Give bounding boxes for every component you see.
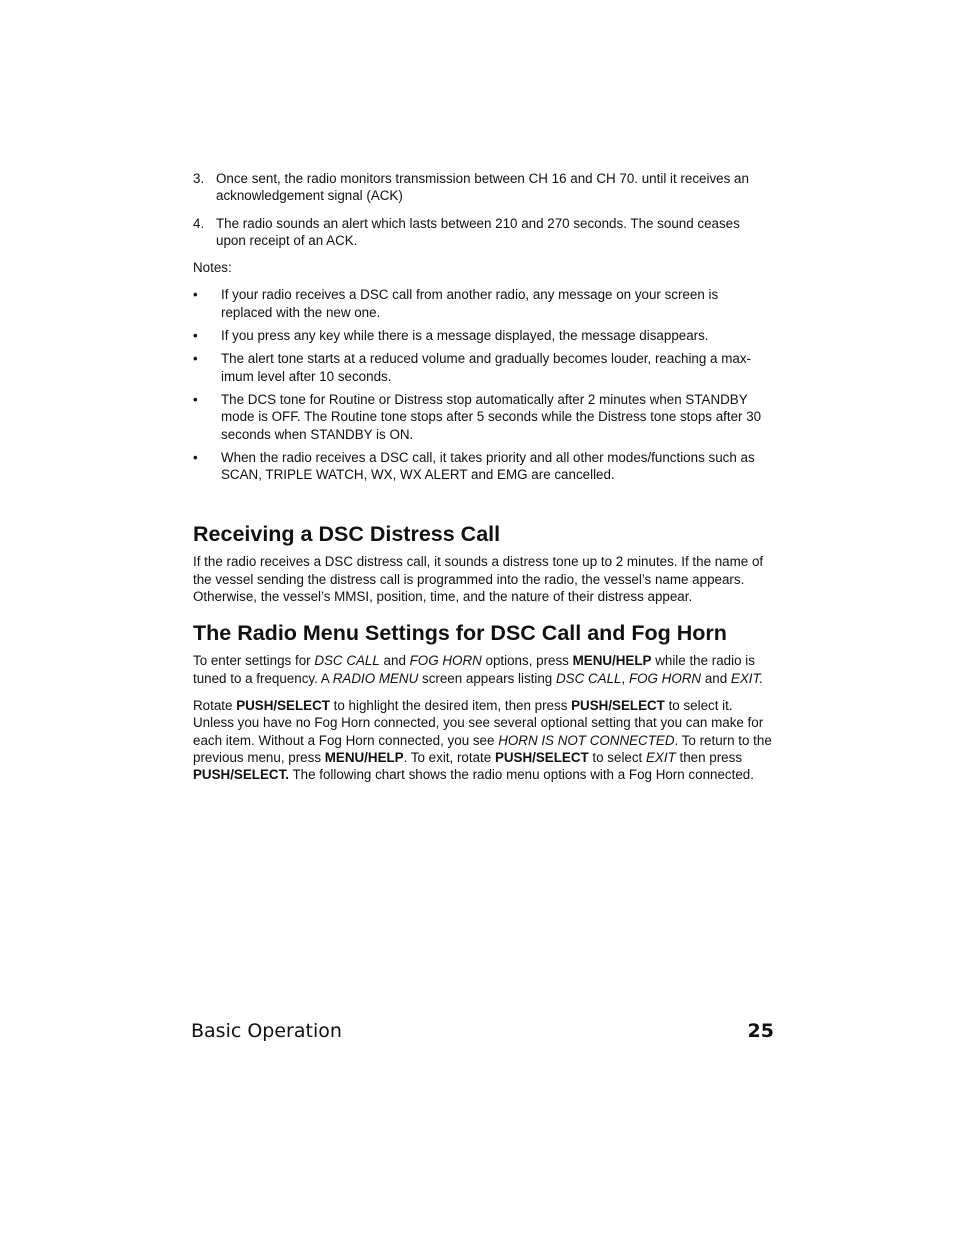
option-name: DSC CALL bbox=[314, 653, 380, 669]
text-run: and bbox=[701, 670, 731, 686]
text-run: to highlight the desired item, then press bbox=[329, 697, 572, 713]
text-run: . To exit, rotate bbox=[403, 749, 495, 765]
bullet-marker: • bbox=[193, 449, 198, 465]
text-run: to select it. Unless you have no Fog Horn connected, you see several optional setting that you can make for each item. Without a Fog Horn connected, you see bbox=[193, 697, 764, 748]
step-item bbox=[193, 170, 773, 205]
note-item bbox=[193, 286, 773, 321]
note-item bbox=[193, 350, 773, 385]
notes-label: Notes: bbox=[193, 260, 232, 276]
text-run: while the radio is tuned to a frequency. A bbox=[193, 653, 755, 686]
step-item bbox=[193, 215, 773, 250]
note-item bbox=[193, 449, 773, 484]
option-name: FOG HORN bbox=[409, 653, 482, 669]
footer-section-title: Basic Operation bbox=[191, 1020, 342, 1042]
option-name: EXIT bbox=[646, 749, 676, 765]
text-run: . To return to the previous menu, press bbox=[193, 732, 772, 765]
radio-menu-paragraph-1 bbox=[193, 652, 773, 687]
note-text: The DCS tone for Routine or Distress stop automatically after 2 minutes when STANDBY mode is OFF. The Routine tone stops after 5 seconds while the Distress tone stops after 30 seconds when STANDBY is ON. bbox=[221, 391, 762, 442]
section-heading-radio-menu: The Radio Menu Settings for DSC Call and Fog Horn bbox=[193, 621, 727, 646]
key-name: PUSH/SELECT bbox=[571, 697, 665, 713]
receiving-paragraph: If the radio receives a DSC distress call, it sounds a distress tone up to 2 minutes. If the name of the vessel sending the distress call is programmed into the radio, the vessel’s name appears. Otherwise, the vessel’s MMSI, position, time, and the nature of their distress appear. bbox=[193, 554, 764, 605]
step-text: The radio sounds an alert which lasts between 210 and 270 seconds. The sound ceases upon receipt of an ACK. bbox=[216, 215, 740, 248]
note-text: If your radio receives a DSC call from another radio, any message on your screen is replaced with the new one. bbox=[221, 287, 719, 320]
text-run: to select bbox=[588, 749, 646, 765]
text-run: , bbox=[621, 670, 629, 686]
option-name: EXIT. bbox=[730, 670, 764, 686]
step-number: 3. bbox=[193, 171, 205, 186]
key-name: PUSH/SELECT bbox=[236, 697, 330, 713]
text-run: options, press bbox=[481, 653, 573, 669]
key-name: MENU/HELP bbox=[324, 749, 404, 765]
key-name: MENU/HELP bbox=[572, 653, 652, 669]
notes-list bbox=[193, 286, 773, 483]
text-run: Rotate bbox=[193, 697, 237, 713]
bullet-marker: • bbox=[193, 351, 198, 367]
footer-page-number: 25 bbox=[747, 1020, 774, 1042]
step-number: 4. bbox=[193, 215, 205, 231]
option-name: DSC CALL bbox=[555, 670, 622, 686]
bullet-marker: • bbox=[193, 391, 198, 407]
screen-name: RADIO MENU bbox=[332, 670, 419, 686]
step-text: Once sent, the radio monitors transmission between CH 16 and CH 70. until it receives an acknowledgement signal (ACK) bbox=[216, 171, 749, 204]
bullet-marker: • bbox=[193, 328, 198, 344]
note-text: If you press any key while there is a message displayed, the message disappears. bbox=[221, 328, 709, 344]
text-run: The following chart shows the radio menu options with a Fog Horn connected. bbox=[288, 767, 754, 783]
page-content bbox=[193, 170, 773, 793]
section-heading-receiving: Receiving a DSC Distress Call bbox=[193, 522, 501, 547]
note-text: When the radio receives a DSC call, it takes priority and all other modes/functions such as SCAN, TRIPLE WATCH, WX, WX ALERT and EMG are cancelled. bbox=[221, 449, 755, 483]
note-text: The alert tone starts at a reduced volume and gradually becomes louder, reaching a max-imum level after 10 seconds. bbox=[221, 351, 751, 384]
option-name: FOG HORN bbox=[628, 670, 702, 686]
note-item bbox=[193, 327, 773, 344]
text-run: and bbox=[379, 653, 410, 669]
text-run: then press bbox=[675, 749, 743, 765]
bullet-marker: • bbox=[193, 287, 198, 303]
numbered-steps bbox=[193, 170, 773, 249]
text-run: To enter settings for bbox=[193, 653, 315, 669]
screen-message: HORN IS NOT CONNECTED bbox=[498, 732, 675, 748]
text-run: screen appears listing bbox=[418, 670, 556, 686]
key-name: PUSH/SELECT. bbox=[193, 767, 289, 783]
radio-menu-paragraph-2 bbox=[193, 697, 773, 783]
note-item bbox=[193, 391, 773, 443]
key-name: PUSH/SELECT bbox=[494, 749, 589, 765]
